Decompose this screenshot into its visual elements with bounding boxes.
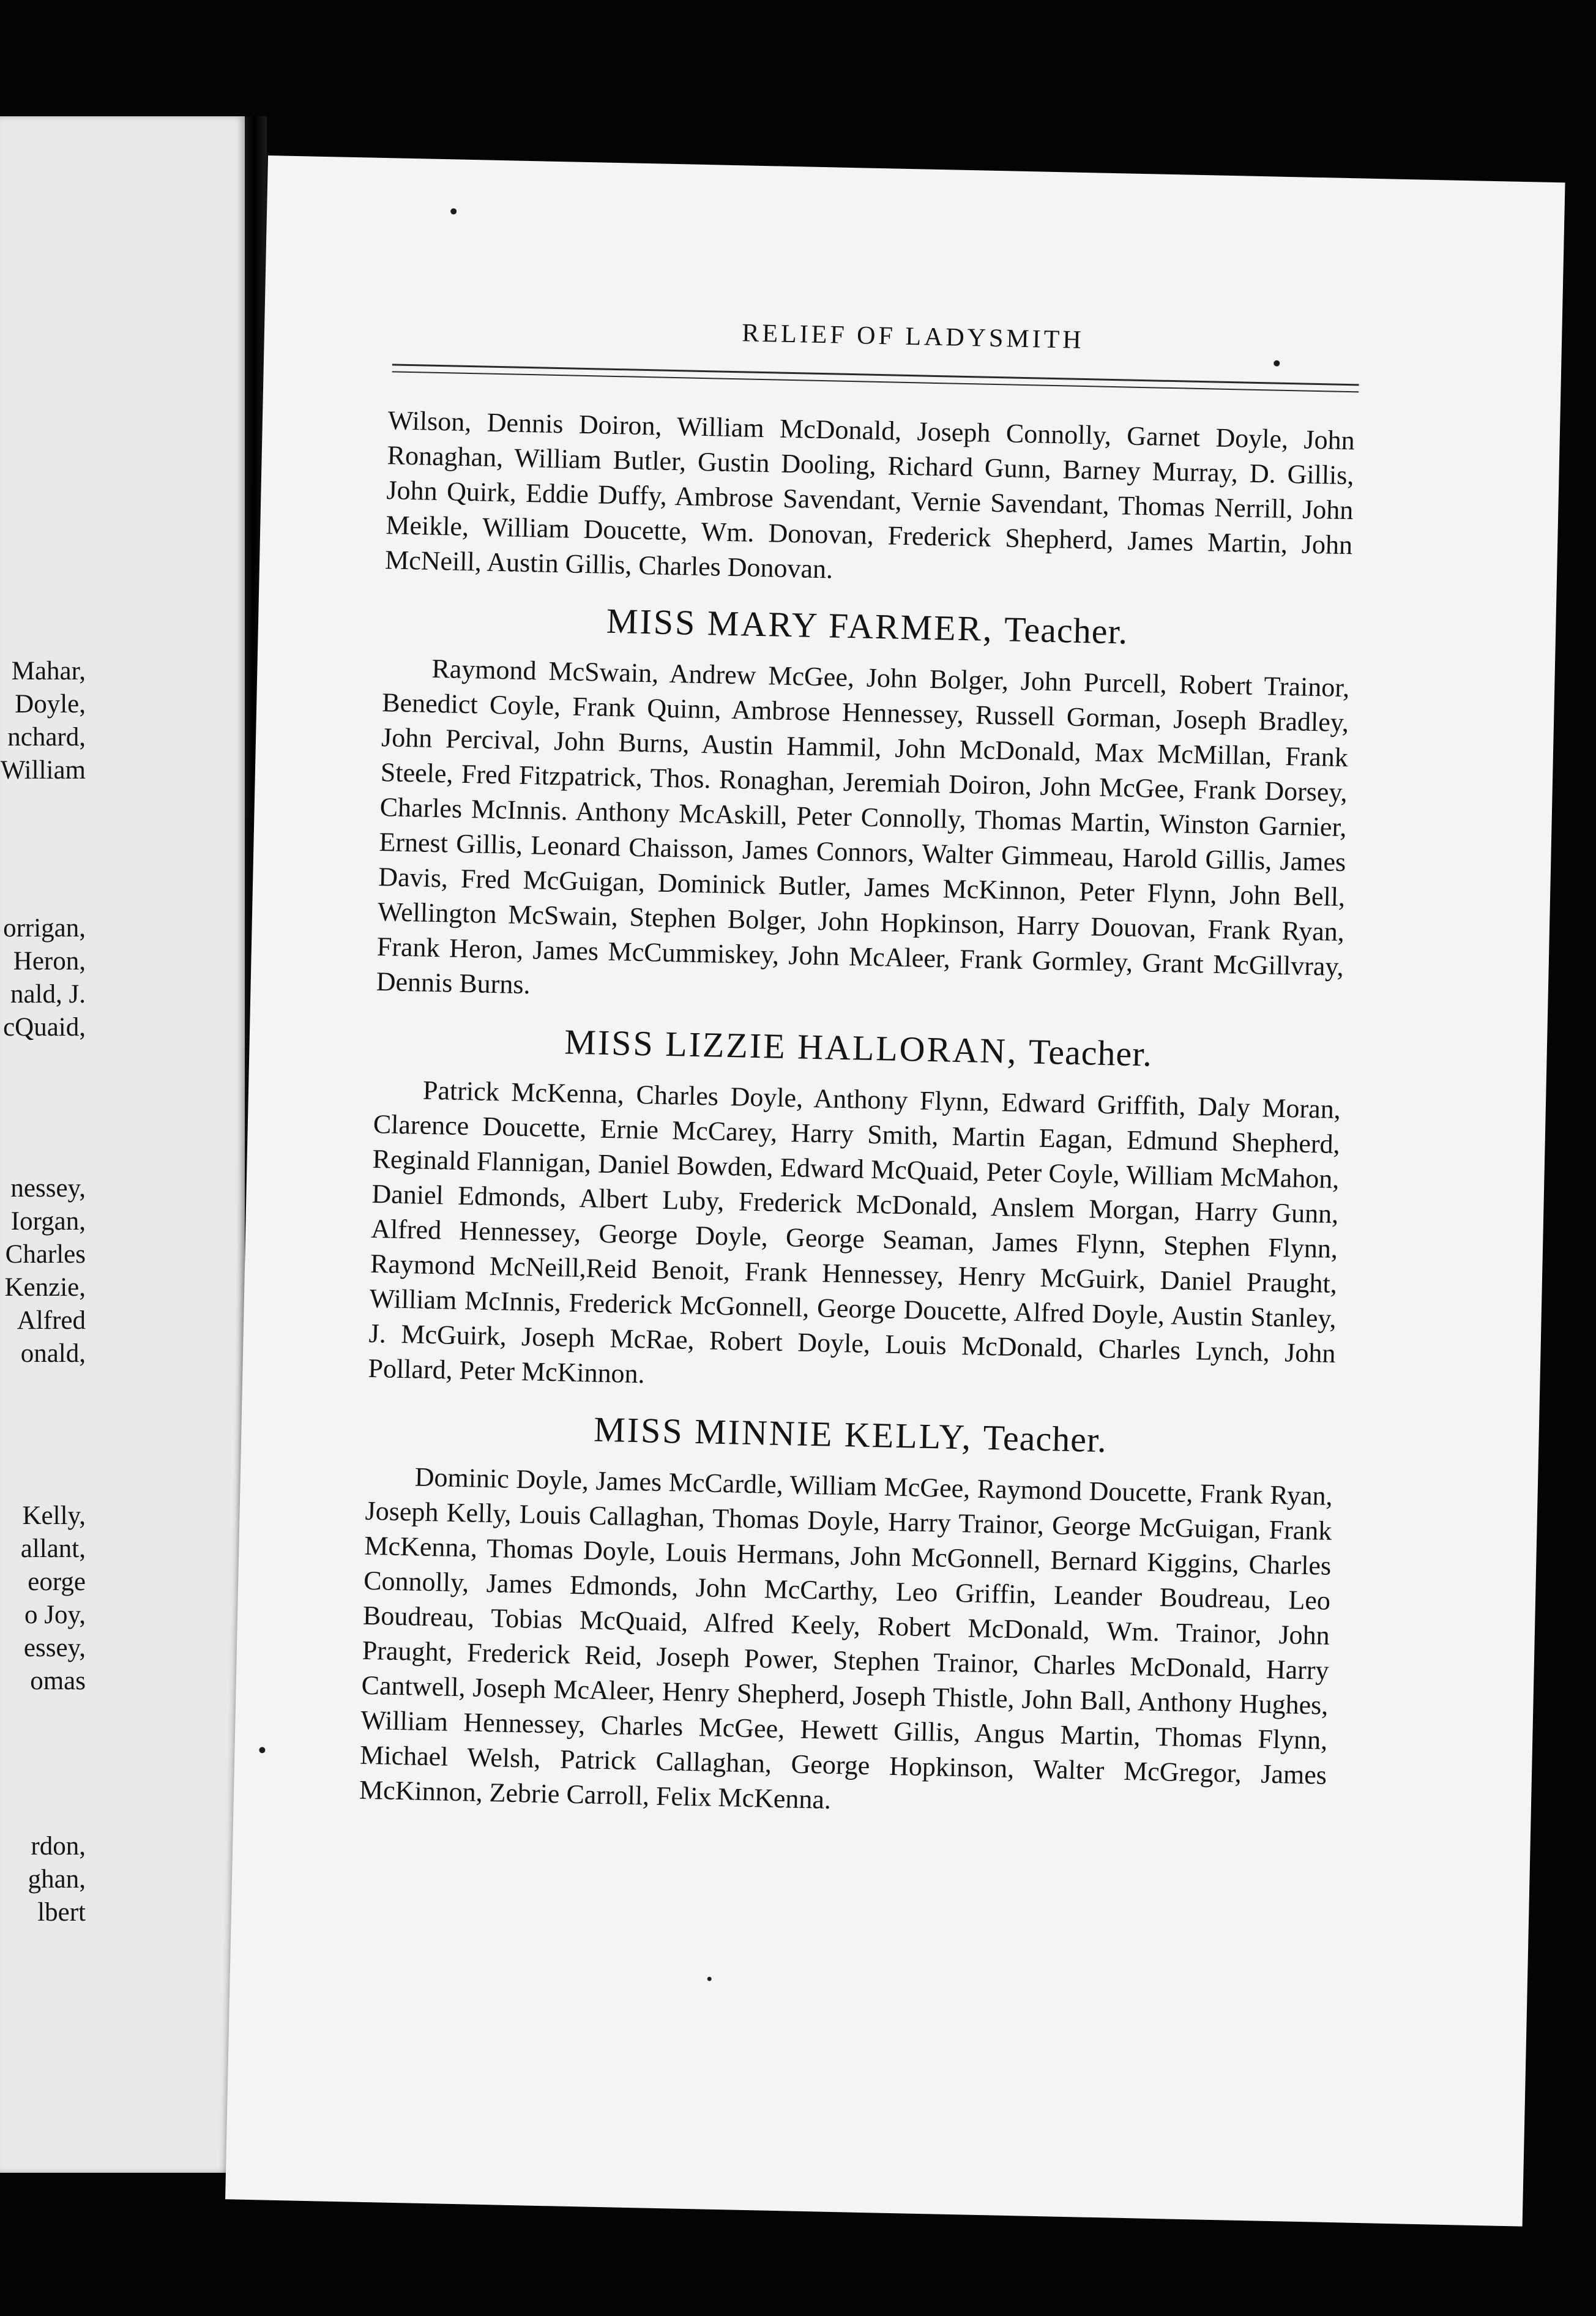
left-page [0,116,245,2173]
intro-names-paragraph: Wilson, Dennis Doiron, William McDonald, Joseph Connolly, Garnet Doyle, John Ronaghan, William Butler, Gustin Dooling, Richard Gunn, Barney Murray, D. Gillis, John Quirk, Eddie Duffy, Ambrose Savendant, Vernie Savendant, Thomas Nerrill, John Meikle, William Doucette, Wm. Donovan, Frederick Shepherd, James Martin, John McNeill, Austin Gillis, Charles Donovan. [384,405,1355,585]
left-fragment-line: ghan, [28,1865,86,1894]
left-fragment-group-4 [0,1500,86,1698]
left-fragment-line: Kelly, [22,1501,86,1530]
left-fragment-line: Alfred [17,1306,86,1335]
left-fragment-line: eorge [28,1567,86,1596]
left-fragment-line: orrigan, [3,914,86,943]
left-fragment-line: allant, [20,1534,86,1563]
page-speck [707,1977,712,1981]
left-fragment-line: omas [30,1667,86,1695]
student-names-paragraph: Dominic Doyle, James McCardle, William McGee, Raymond Doucette, Frank Ryan, Joseph Kelly, Louis Callaghan, Thomas Doyle, Harry Trainor, George McGuigan, Frank McKenna, Thomas Doyle, Louis Hermans, John McGonnell, Bernard Kiggins, Charles Connolly, James Edmonds, John McCarthy, Leo Griffin, Leander Boudreau, Leo Boudreau, Tobias McQuaid, Alfred Keely, Robert McDonald, Wm. Trainor, John Praught, Frederick Reid, Joseph Power, Stephen Trainor, Charles McDonald, Harry Cantwell, Joseph McAleer, Henry Shepherd, Joseph Thistle, John Ball, Anthony Hughes, William Hennessey, Charles McGee, Hewett Gillis, Angus Martin, Thomas Flynn, Michael Welsh, Patrick Callaghan, George Hopkinson, Walter McGregor, James McKinnon, Zebrie Carroll, Felix McKenna. [359,1462,1333,1815]
page-content [359,403,1355,1828]
page-speck [450,208,457,214]
left-fragment-group-3 [0,1172,86,1370]
left-fragment-line: Doyle, [15,690,86,719]
left-fragment-line: nchard, [7,723,86,752]
left-fragment-line: Iorgan, [10,1207,86,1236]
teacher-name: MISS LIZZIE HALLORAN, [564,1022,1019,1071]
teacher-role: Teacher. [1028,1031,1153,1074]
section-heading [384,596,1351,657]
section-heading [375,1017,1342,1078]
left-fragment-group-2 [0,912,86,1044]
left-fragment-group-5 [0,1830,86,1929]
left-fragment-line: o Joy, [24,1601,86,1629]
left-page-text-fragments [0,116,245,2173]
student-names-paragraph: Patrick McKenna, Charles Doyle, Anthony Flynn, Edward Griffith, Daly Moran, Clarence Doucette, Ernie McCarey, Harry Smith, Martin Eagan, Edmund Shepherd, Reginald Flannigan, Daniel Bowden, Edward McQuaid, Peter Coyle, William McMahon, Daniel Edmonds, Albert Luby, Frederick McDonald, Anslem Morgan, Harry Gunn, Alfred Hennessey, George Doyle, George Seaman, James Flynn, Stephen Flynn, Raymond McNeill,Reid Benoit, Frank Hennessey, Henry McGuirk, Daniel Praught, William McInnis, Frederick McGonnell, George Doucette, Alfred Doyle, Austin Stanley, J. McGuirk, Joseph McRae, Robert Doyle, Louis McDonald, Charles Lynch, John Pollard, Peter McKinnon. [368,1075,1341,1389]
left-fragment-line: Charles [5,1240,86,1269]
left-fragment-line: William [0,756,86,785]
student-names-paragraph: Raymond McSwain, Andrew McGee, John Bolger, John Purcell, Robert Trainor, Benedict Coyle, Frank Quinn, Ambrose Hennessey, Russell Gorman, Joseph Bradley, John Percival, John Burns, Austin Hammil, John McDonald, Max McMillan, Frank Steele, Fred Fitzpatrick, Thos. Ronaghan, Jeremiah Doiron, John McGee, Frank Dorsey, Charles McInnis. Anthony McAskill, Peter Connolly, Thomas Martin, Winston Garnier, Ernest Gillis, Leonard Chaisson, James Connors, Walter Gimmeau, Harold Gillis, James Davis, Fred McGuigan, Dominick Butler, James McKinnon, Peter Flynn, John Bell, Wellington McSwain, Stephen Bolger, John Hopkinson, Harry Douovan, Frank Ryan, Frank Heron, James McCummiskey, John McAleer, Frank Gormley, Grant McGillvray, Dennis Burns. [376,653,1350,1000]
left-fragment-line: rdon, [31,1832,86,1861]
running-head: RELIEF OF LADYSMITH [741,319,1085,354]
left-fragment-line: essey, [23,1634,86,1662]
left-fragment-line: cQuaid, [3,1013,86,1042]
teacher-role: Teacher. [983,1417,1108,1460]
left-fragment-line: Kenzie, [4,1273,86,1302]
left-fragment-line: Mahar, [11,657,86,685]
page-speck [259,1747,265,1753]
page-speck [1273,360,1280,366]
teacher-name: MISS MINNIE KELLY, [593,1409,973,1457]
left-fragment-group-1 [0,655,86,787]
left-fragment-line: lbert [37,1898,86,1927]
left-fragment-line: Heron, [13,947,86,976]
teacher-role: Teacher. [1004,609,1128,652]
left-fragment-line: nald, J. [10,980,86,1009]
teacher-name: MISS MARY FARMER, [606,600,994,649]
right-page [225,155,1565,2227]
section-heading [367,1404,1334,1465]
left-fragment-line: onald, [20,1339,86,1368]
left-fragment-line: nessey, [10,1174,86,1203]
